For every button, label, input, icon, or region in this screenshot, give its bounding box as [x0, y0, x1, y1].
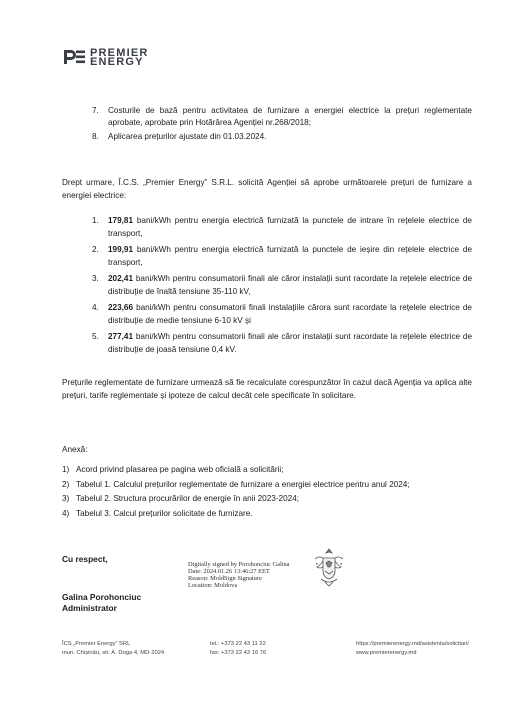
annex-item-text: Tabelul 1. Calculul prețurilor reglementate de furnizare a energiei electrice pentru anul 2024; [76, 479, 410, 489]
signatory-role: Administrator [62, 603, 117, 613]
price-item-number: 1. [92, 216, 99, 225]
logo-line-2: ENERGY [90, 56, 144, 68]
list-item-number: 7. [92, 106, 99, 115]
annex-item [62, 463, 472, 478]
list-item [92, 131, 472, 143]
company-logo-text [90, 49, 149, 67]
logo-line-1: PREMIER [90, 47, 149, 59]
price-list [92, 215, 472, 360]
list-item [92, 105, 472, 129]
price-description: bani/kWh pentru consumatorii finali ale căror instalații sunt racordate la rețelele electrice de distribuție de înaltă tensiune 35-110 kV, [108, 274, 472, 296]
annex-item-number: 4) [62, 508, 70, 518]
footer-url-solicitari: https://premierenergy.md/asistenta/solicitari/ [356, 641, 469, 647]
annex-list [62, 463, 472, 521]
price-description: bani/kWh pentru consumatorii finali ale căror instalații sunt racordate la rețelele electrice de distribuție de joasă tensiune 0,4 kV. [108, 332, 472, 354]
price-value: 179,81 [108, 216, 134, 225]
price-item-number: 3. [92, 274, 99, 283]
digital-signature-location: Location: Moldova [188, 582, 238, 589]
price-item [92, 273, 472, 298]
price-value: 277,41 [108, 332, 134, 341]
signatory-name: Galina Porohonciuc [62, 592, 142, 602]
premier-energy-logo-icon [62, 48, 86, 66]
annex-item-number: 2) [62, 479, 70, 489]
footer-fax: fax: +373 22 43 16 76 [210, 650, 267, 656]
list-item-number: 8. [92, 132, 99, 141]
footer-links [356, 640, 469, 658]
digital-signature-reason: Reason: MoldSign Signature [188, 575, 262, 582]
coat-of-arms-seal-icon [311, 545, 347, 589]
price-value: 202,41 [108, 274, 134, 283]
list-item-text: Costurile de bază pentru activitatea de furnizare a energiei electrice la prețuri reglementate aprobate, aprobate prin Hotărârea Agenției nr.268/2018; [108, 106, 472, 127]
price-description: bani/kWh pentru consumatorii finali instalațiile cărora sunt racordate la rețelele electrice de distribuție de medie tensiune 6-10 kV și [108, 303, 472, 325]
price-item-number: 5. [92, 332, 99, 341]
annex-item-number: 3) [62, 494, 70, 503]
annex-item [62, 492, 472, 507]
request-paragraph: Drept urmare, Î.C.S. „Premier Energy” S.R.L. solicită Agenției să aprobe următoarele prețuri de furnizare a energiei electrice: [62, 178, 472, 200]
price-value: 199,91 [108, 245, 134, 254]
footer-contact [210, 640, 266, 658]
price-item [92, 244, 472, 269]
price-description: bani/kWh pentru energia electrică furnizată la punctele de intrare în rețelele electrice de transport, [108, 216, 472, 238]
price-item [92, 302, 472, 327]
annex-item-text: Tabelul 2. Structura procurărilor de energie în anii 2023-2024; [76, 494, 300, 503]
footer-phone: tel.: +373 22 43 11 22 [210, 641, 266, 647]
annex-item-text: Tabelul 3. Calcul prețurilor solicitate de furnizare. [76, 508, 253, 518]
closing-salutation: Cu respect, [62, 554, 108, 564]
footer-address: mun. Chișinău, str. A. Doga 4, MD-2024 [62, 650, 165, 656]
price-item-number: 2. [92, 245, 99, 254]
price-description: bani/kWh pentru energia electrică furnizată la punctele de ieșire din rețelele electrice de transport, [108, 245, 472, 267]
price-item [92, 331, 472, 356]
footer-url-website: www.premierenergy.md [356, 650, 417, 656]
annex-item [62, 507, 472, 522]
recalculation-paragraph: Prețurile reglementate de furnizare urmează să fie recalculate corespunzător în cazul dacă Agenția va aplica alte prețuri, tarife reglementate și ipoteze de calcul decât cele specificate în solicitare. [62, 378, 472, 400]
annex-item [62, 478, 472, 493]
digital-signature-line: Digitally signed by Porohonciuc Galina [188, 561, 290, 568]
signatory-block [62, 592, 141, 614]
footer-company-info [62, 640, 164, 658]
annex-title: Anexă: [62, 445, 88, 454]
price-item-number: 4. [92, 303, 99, 312]
list-item-text: Aplicarea prețurilor ajustate din 01.03.2024. [108, 132, 267, 141]
digital-signature-date: Date: 2024.01.26 13:46:27 EET [188, 568, 270, 575]
price-value: 223,66 [108, 303, 134, 312]
annex-item-text: Acord privind plasarea pe pagina web oficială a solicitării; [76, 465, 284, 474]
digital-signature-block [188, 561, 290, 589]
cost-basis-list [92, 105, 472, 145]
price-item [92, 215, 472, 240]
footer-company-name: ÎCS „Premier Energy” SRL [62, 641, 131, 647]
annex-item-number: 1) [62, 465, 70, 474]
